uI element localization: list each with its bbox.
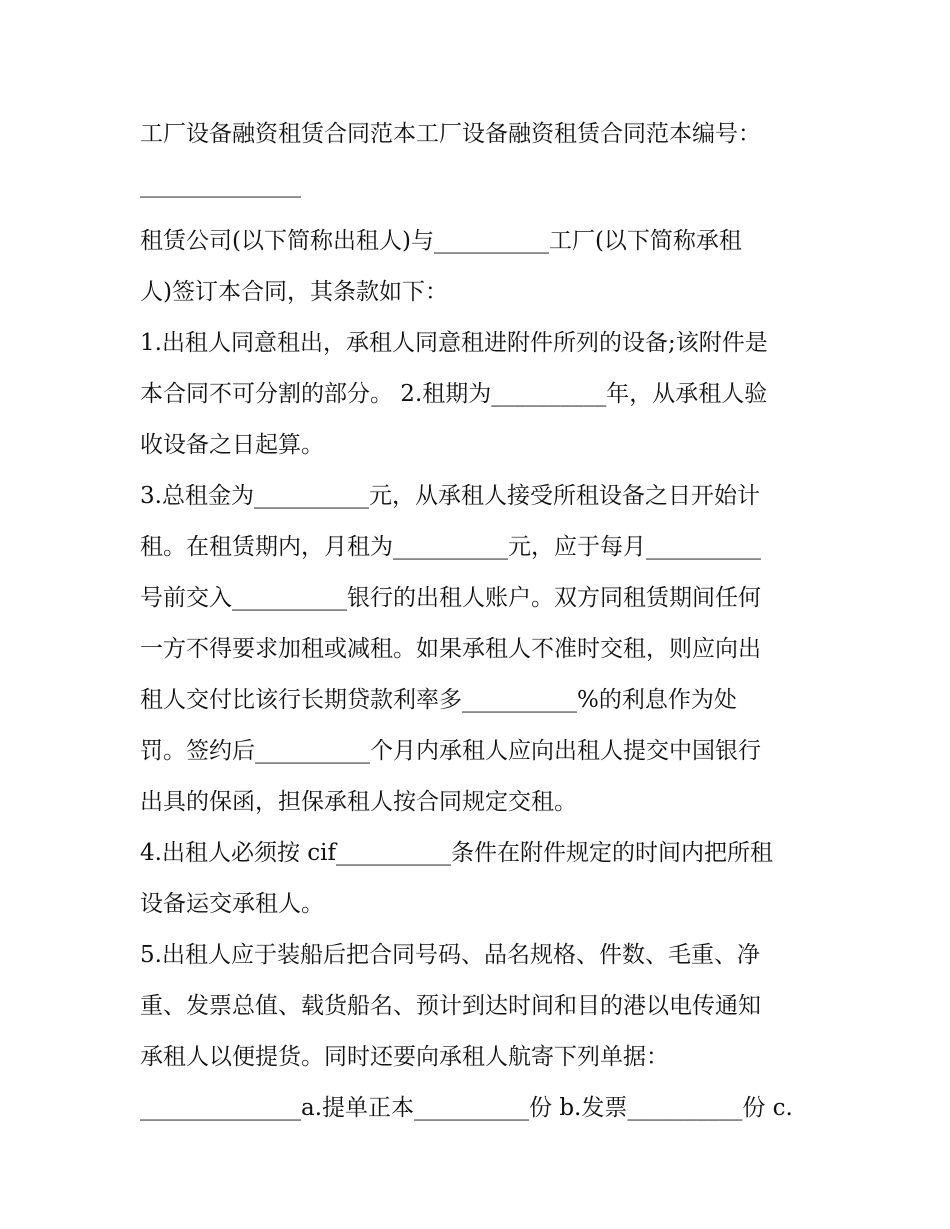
clause-3-line: 租人交付比该行长期贷款利率多__________%的利息作为处 — [140, 687, 737, 713]
clause-3-line: 3.总租金为__________元，从承租人接受所租设备之日开始计 — [140, 483, 760, 509]
clause-5-line: ______________a.提单正本__________份 b.发票__________份 c. — [140, 1095, 793, 1121]
clause-5-line: 重、发票总值、载货船名、预计到达时间和目的港以电传通知 — [140, 993, 761, 1019]
clause-2-line: 本合同不可分割的部分。 2.租期为__________年，从承租人验 — [140, 381, 768, 407]
title-line: 工厂设备融资租赁合同范本工厂设备融资租赁合同范本编号： — [140, 121, 761, 147]
contract-body — [140, 109, 820, 1134]
clause-3-line: 出具的保函，担保承租人按合同规定交租。 — [140, 789, 577, 815]
clause-5-line: 承租人以便提货。同时还要向承租人航寄下列单据： — [140, 1044, 669, 1070]
clause-3-line: 号前交入__________银行的出租人账户。双方同租赁期间任何 — [140, 585, 761, 611]
paragraph-line: 人)签订本合同，其条款如下： — [140, 279, 448, 305]
clause-4-line: 4.出租人必须按 cif__________条件在附件规定的时间内把所租 — [140, 840, 774, 866]
clause-2-line: 收设备之日起算。 — [140, 432, 324, 458]
contract-number-blank: ______________ — [140, 172, 301, 198]
clause-3-line: 租。在租赁期内，月租为__________元，应于每月__________ — [140, 534, 761, 560]
clause-5-line: 5.出租人应于装船后把合同号码、品名规格、件数、毛重、净 — [140, 942, 760, 968]
clause-3-line: 罚。签约后__________个月内承租人应向出租人提交中国银行 — [140, 738, 761, 764]
clause-4-line: 设备运交承租人。 — [140, 891, 324, 917]
clause-3-line: 一方不得要求加租或减租。如果承租人不准时交租，则应向出 — [140, 636, 761, 662]
clause-1-line: 1.出租人同意租出，承租人同意租进附件所列的设备;该附件是 — [140, 330, 768, 356]
paragraph-line: 租赁公司(以下简称出租人)与__________工厂(以下简称承租 — [140, 228, 742, 254]
